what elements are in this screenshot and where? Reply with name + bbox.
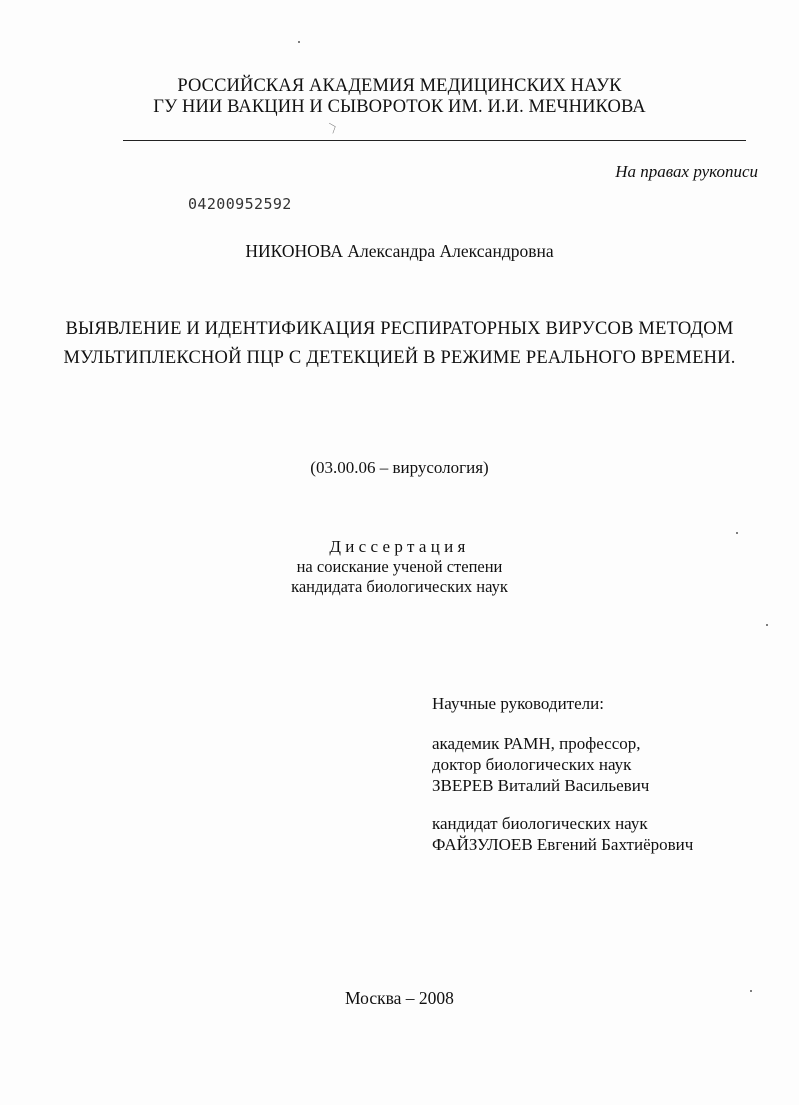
city-year: Москва – 2008 [345,988,454,1008]
supervisor-1-degree: доктор биологических наук [432,755,632,774]
supervisor-2-degree: кандидат биологических наук [432,814,648,833]
scan-speck [766,624,768,626]
header-divider [123,140,746,141]
specialty-code: (03.00.06 – вирусология) [310,458,489,477]
supervisors-label: Научные руководители: [432,694,604,713]
degree-line-1: на соискание ученой степени [296,557,503,576]
organization-line-2: ГУ НИИ ВАКЦИН И СЫВОРОТОК ИМ. И.И. МЕЧНИКОВА [153,97,646,117]
document-code: 04200952592 [188,195,292,213]
dissertation-title-line-2: МУЛЬТИПЛЕКСНОЙ ПЦР С ДЕТЕКЦИЕЙ В РЕЖИМЕ РЕАЛЬНОГО ВРЕМЕНИ. [63,348,736,368]
scan-mark: 〉 [328,118,345,136]
organization-line-1: РОССИЙСКАЯ АКАДЕМИЯ МЕДИЦИНСКИХ НАУК [177,76,622,96]
supervisor-2-name: ФАЙЗУЛОЕВ Евгений Бахтиёрович [432,835,694,854]
rights-note: На правах рукописи [615,162,758,181]
supervisor-1-name: ЗВЕРЕВ Виталий Васильевич [432,776,650,795]
scan-speck [736,532,738,534]
scan-speck [298,41,300,43]
dissertation-title-line-1: ВЫЯВЛЕНИЕ И ИДЕНТИФИКАЦИЯ РЕСПИРАТОРНЫХ ВИРУСОВ МЕТОДОМ [65,319,734,339]
degree-line-2: кандидата биологических наук [291,577,508,596]
dissertation-heading: Диссертация [329,537,470,556]
author-name: НИКОНОВА Александра Александровна [245,241,554,261]
supervisor-1-title: академик РАМН, профессор, [432,734,641,753]
